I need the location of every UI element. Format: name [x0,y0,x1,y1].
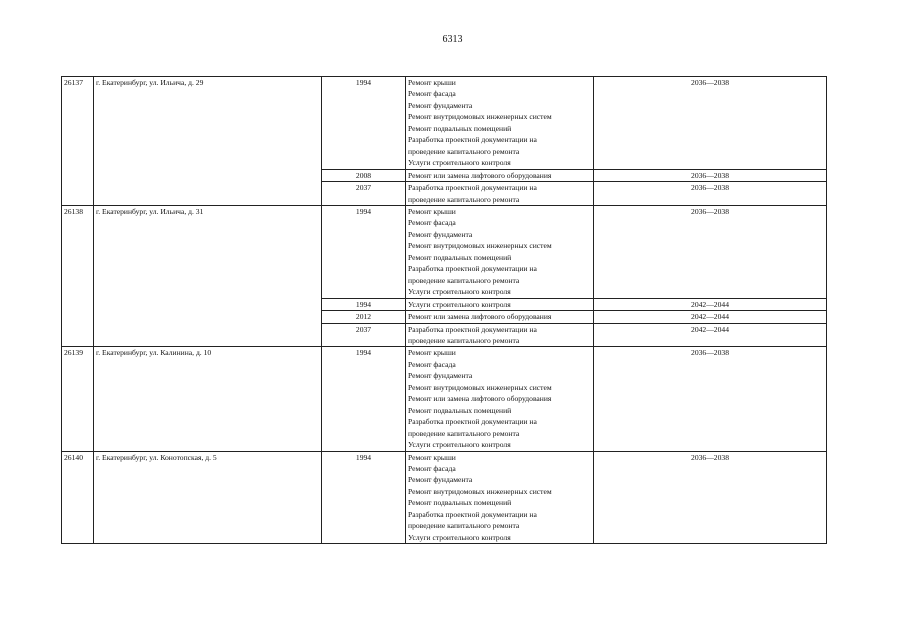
repair-period: 2042—2044 [594,323,827,347]
repair-work-item: Ремонт подвальных помещений [408,498,512,508]
capital-repair-table [61,76,827,544]
repair-work-item: Ремонт фасада [408,218,456,228]
commission-year: 1994 [322,205,406,298]
page-number: 6313 [442,34,463,45]
repair-work-item: проведение капитального ремонта [408,335,520,345]
repair-work-item: Ремонт внутридомовых инженерных систем [408,241,552,251]
repair-period: 2036—2038 [594,77,827,170]
repair-period: 2036—2038 [594,182,827,206]
repair-works [406,298,594,310]
repair-work-item: Ремонт фасада [408,463,456,473]
repair-work-item: Ремонт фундамента [408,371,473,381]
commission-year: 2008 [322,169,406,181]
repair-period: 2036—2038 [594,451,827,544]
house-address: г. Екатеринбург, ул. Конотопская, д. 5 [94,451,322,544]
repair-work-item: Ремонт внутридомовых инженерных систем [408,486,552,496]
repair-work-item: Ремонт крыши [408,452,456,462]
repair-period: 2042—2044 [594,311,827,323]
repair-work-item: Ремонт крыши [408,206,456,216]
house-id: 26140 [62,451,94,544]
repair-work-item: Ремонт фасада [408,89,456,99]
repair-work-item: Ремонт или замена лифтового оборудования [408,312,552,322]
repair-work-item: Услуги строительного контроля [408,440,511,450]
repair-work-item: проведение капитального ремонта [408,275,520,285]
repair-work-item: проведение капитального ремонта [408,194,520,204]
repair-work-item: Ремонт внутридомовых инженерных систем [408,112,552,122]
repair-work-item: Ремонт или замена лифтового оборудования [408,394,552,404]
commission-year: 1994 [322,347,406,451]
repair-work-item: Ремонт крыши [408,348,456,358]
repair-work-item: Разработка проектной документации на [408,183,537,193]
repair-work-item: Услуги строительного контроля [408,287,511,297]
repair-work-item: проведение капитального ремонта [408,146,520,156]
commission-year: 2012 [322,311,406,323]
repair-works [406,451,594,544]
repair-works [406,311,594,323]
commission-year: 2037 [322,323,406,347]
commission-year: 1994 [322,451,406,544]
repair-work-item: Услуги строительного контроля [408,299,511,309]
table-body [62,77,827,544]
repair-works [406,205,594,298]
repair-work-item: Услуги строительного контроля [408,532,511,542]
repair-work-item: проведение капитального ремонта [408,428,520,438]
house-id: 26137 [62,77,94,206]
repair-works [406,323,594,347]
repair-work-item: Услуги строительного контроля [408,158,511,168]
repair-work-item: Ремонт или замена лифтового оборудования [408,170,552,180]
table-row [62,347,827,451]
repair-work-item: Ремонт фасада [408,359,456,369]
repair-works [406,182,594,206]
commission-year: 1994 [322,77,406,170]
repair-work-item: Ремонт фундамента [408,475,473,485]
repair-work-item: Ремонт подвальных помещений [408,123,512,133]
repair-period: 2036—2038 [594,169,827,181]
repair-period: 2036—2038 [594,205,827,298]
table-row [62,77,827,170]
repair-work-item: Разработка проектной документации на [408,324,537,334]
repair-work-item: Ремонт внутридомовых инженерных систем [408,382,552,392]
repair-work-item: Разработка проектной документации на [408,135,537,145]
house-id: 26139 [62,347,94,451]
repair-work-item: Ремонт фундамента [408,229,473,239]
table-row [62,451,827,544]
house-id: 26138 [62,205,94,346]
repair-works [406,77,594,170]
commission-year: 1994 [322,298,406,310]
repair-period: 2036—2038 [594,347,827,451]
repair-work-item: Разработка проектной документации на [408,264,537,274]
house-address: г. Екатеринбург, ул. Ильича, д. 29 [94,77,322,206]
repair-work-item: проведение капитального ремонта [408,521,520,531]
repair-period: 2042—2044 [594,298,827,310]
repair-work-item: Разработка проектной документации на [408,417,537,427]
repair-work-item: Ремонт фундамента [408,100,473,110]
house-address: г. Екатеринбург, ул. Калинина, д. 10 [94,347,322,451]
repair-work-item: Ремонт крыши [408,78,456,87]
repair-works [406,169,594,181]
house-address: г. Екатеринбург, ул. Ильича, д. 31 [94,205,322,346]
repair-work-item: Ремонт подвальных помещений [408,405,512,415]
repair-work-item: Разработка проектной документации на [408,509,537,519]
repair-works [406,347,594,451]
repair-work-item: Ремонт подвальных помещений [408,252,512,262]
table-row [62,205,827,298]
commission-year: 2037 [322,182,406,206]
